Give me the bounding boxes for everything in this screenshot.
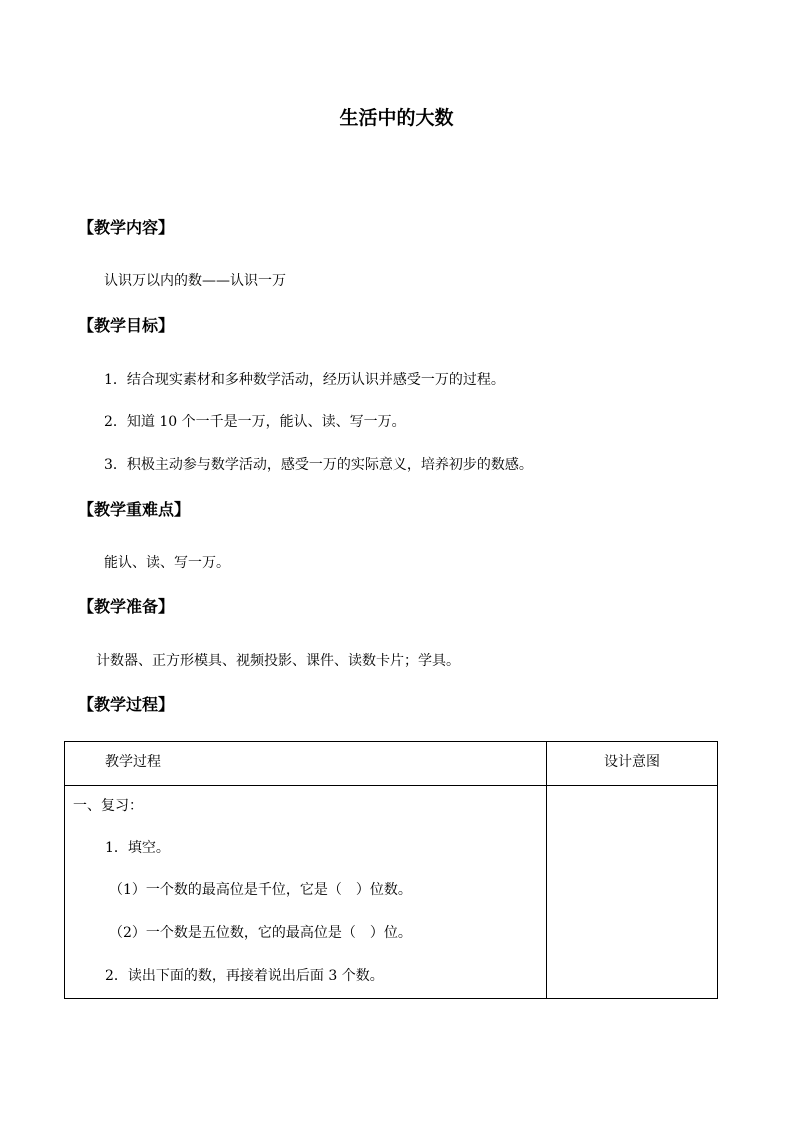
table-header-row xyxy=(65,742,718,786)
process-line-question-2: （2）一个数是五位数，它的最高位是（ ）位。 xyxy=(109,925,412,941)
process-line-question-1: （1）一个数的最高位是千位，它是（ ）位数。 xyxy=(109,882,412,898)
content-text: 认识万以内的数——认识一万 xyxy=(104,273,286,289)
process-line-review: 一、复习： xyxy=(73,798,143,814)
section-heading-goals: 【教学目标】 xyxy=(78,316,175,335)
table-header-process: 教学过程 xyxy=(65,742,547,786)
preparation-text: 计数器、正方形模具、视频投影、课件、读数卡片；学具。 xyxy=(96,653,460,669)
process-cell xyxy=(65,786,547,999)
section-heading-preparation: 【教学准备】 xyxy=(78,597,175,616)
section-heading-process: 【教学过程】 xyxy=(78,695,175,714)
section-heading-key-points: 【教学重难点】 xyxy=(78,500,191,519)
goal-item-3: 3．积极主动参与数学活动，感受一万的实际意义，培养初步的数感。 xyxy=(104,457,533,473)
process-table xyxy=(64,741,718,999)
process-line-read-numbers: 2．读出下面的数，再接着说出后面 3 个数。 xyxy=(105,968,384,984)
table-row xyxy=(65,786,718,999)
table-header-intent: 设计意图 xyxy=(547,742,718,786)
goal-item-1: 1．结合现实素材和多种数学活动，经历认识并感受一万的过程。 xyxy=(104,372,505,388)
intent-cell xyxy=(547,786,718,999)
section-heading-content: 【教学内容】 xyxy=(78,218,175,237)
key-points-text: 能认、读、写一万。 xyxy=(104,555,230,571)
goal-item-2: 2．知道 10 个一千是一万，能认、读、写一万。 xyxy=(104,414,406,430)
process-line-fill-blank: 1．填空。 xyxy=(105,840,170,856)
page-title: 生活中的大数 xyxy=(339,107,454,129)
